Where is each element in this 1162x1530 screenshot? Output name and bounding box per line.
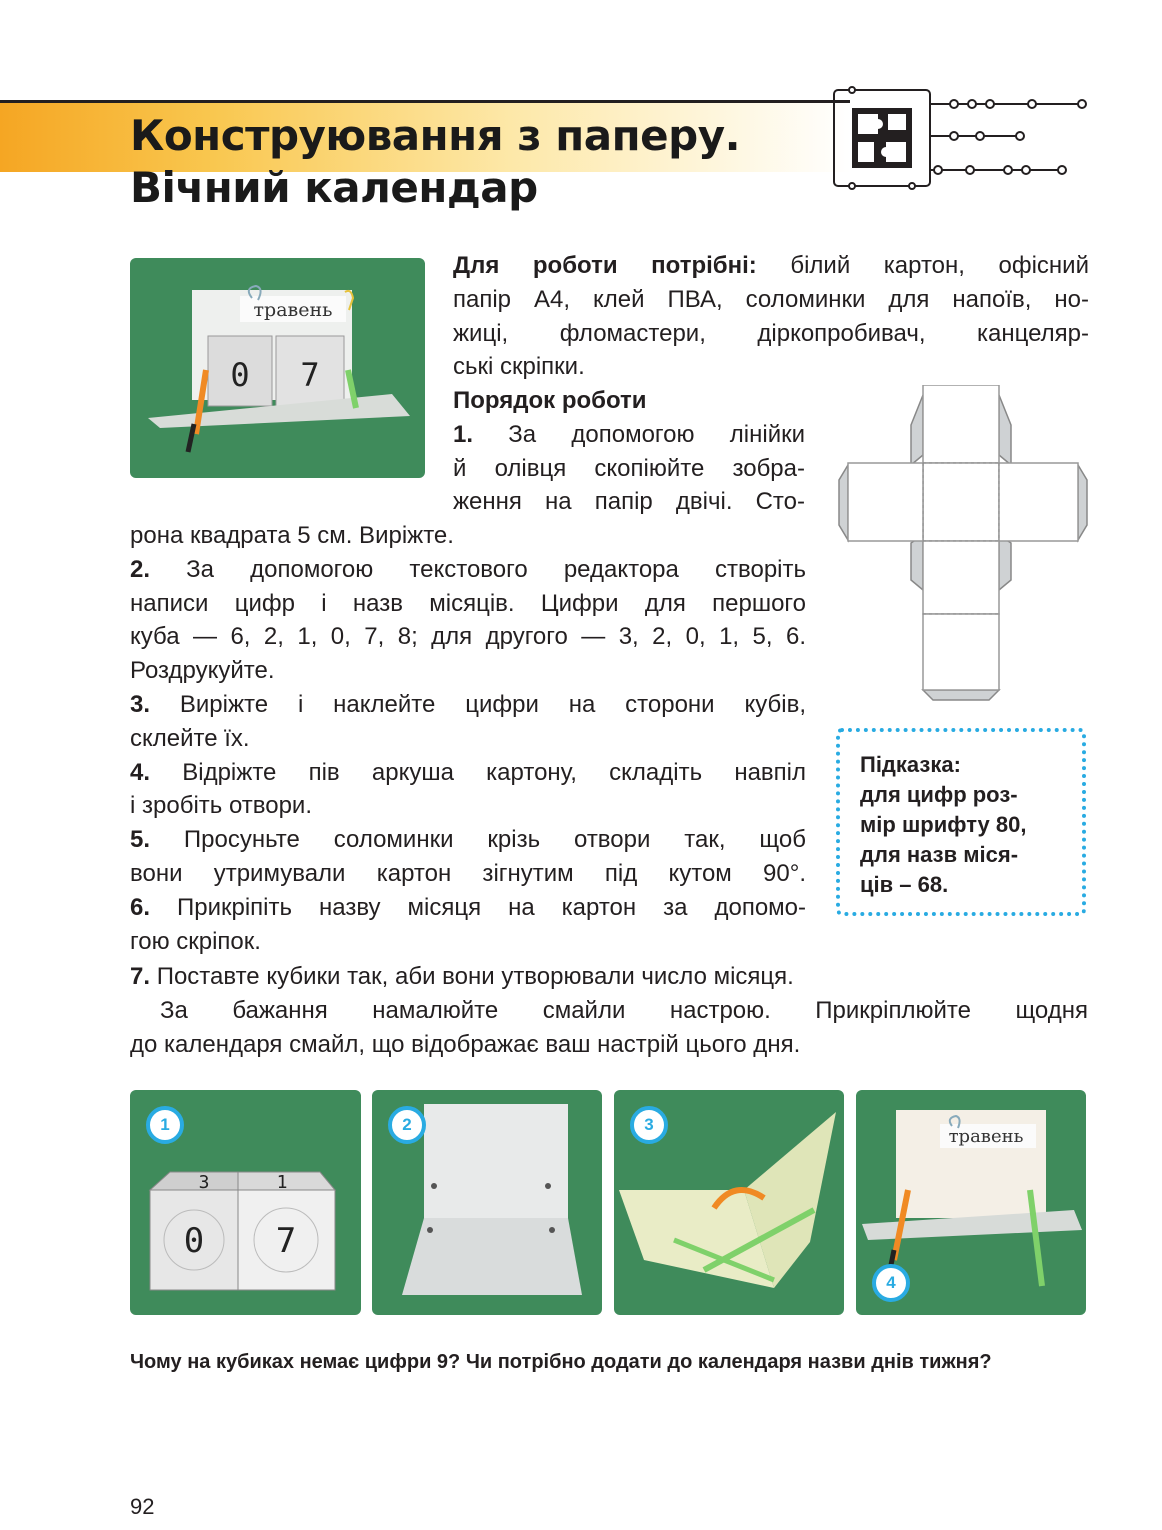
materials-label: Для роботи потрібні: bbox=[453, 252, 757, 279]
materials-line-2: папір А4, клей ПВА, соломинки для напоїв, но- bbox=[453, 285, 1089, 313]
hint-box bbox=[836, 728, 1086, 916]
procedure-block-top bbox=[453, 384, 805, 519]
step-1-line-1: За допомогою лінійки bbox=[508, 420, 805, 448]
step-7-line-1: Поставте кубики так, аби вони утворювали число місяця. bbox=[156, 963, 794, 990]
step-5-line-2: вони утримували картон зігнутим під кутом 90°. bbox=[130, 859, 806, 887]
step-6-number: 6. bbox=[130, 893, 151, 921]
step-photo-2 bbox=[372, 1090, 602, 1315]
step-5-line-1: Просуньте соломинки крізь отвори так, щоб bbox=[183, 826, 806, 854]
main-photo-digit-1: 0 bbox=[230, 356, 250, 394]
main-photo-month: травень bbox=[253, 299, 333, 321]
procedure-block-main bbox=[130, 519, 806, 958]
title-line-2: Вічний календар bbox=[130, 163, 538, 212]
step-3-line-1: Виріжте і наклейте цифри на сторони кубів, bbox=[179, 690, 806, 718]
puzzle-circuit-icon bbox=[830, 86, 1092, 194]
step-4-number: 4. bbox=[130, 758, 151, 786]
step-badge-1: 1 bbox=[146, 1106, 184, 1144]
step-1-line-4: рона квадрата 5 см. Виріжте. bbox=[130, 522, 454, 549]
extra-line-1: За бажання намалюйте смайли настрою. Прикріплюйте щодня bbox=[160, 996, 1088, 1024]
step-2-line-2: написи цифр і назв місяців. Цифри для першого bbox=[130, 589, 806, 617]
cube-net-diagram bbox=[836, 385, 1090, 705]
step-photo-1 bbox=[130, 1090, 361, 1315]
step-7-number: 7. bbox=[130, 963, 151, 990]
step-badge-3: 3 bbox=[630, 1106, 668, 1144]
main-photo-digit-2: 7 bbox=[300, 356, 320, 394]
step1-front-digit-1: 0 bbox=[183, 1221, 205, 1261]
step-4-line-1: Відріжте пів аркуша картону, складіть навпіл bbox=[182, 758, 806, 786]
title-line-1: Конструювання з паперу. bbox=[130, 111, 741, 160]
materials-line-3: жиці, фломастери, діркопробивач, канцеляр- bbox=[453, 319, 1089, 347]
step-badge-2: 2 bbox=[388, 1106, 426, 1144]
step-6-line-1: Прикріпіть назву місяця на картон за допомо- bbox=[177, 893, 807, 921]
step-6-line-2: гою скріпок. bbox=[130, 927, 261, 955]
procedure-heading: Порядок роботи bbox=[453, 387, 647, 414]
materials-paragraph bbox=[453, 249, 1089, 384]
hint-line-4: ців – 68. bbox=[860, 872, 949, 897]
step-photo-3 bbox=[614, 1090, 844, 1315]
step-2-line-1: За допомогою текстового редактора створіть bbox=[186, 555, 807, 583]
extra-line-2: до календаря смайл, що відображає ваш настрій цього дня. bbox=[130, 1030, 801, 1058]
calendar-main-photo bbox=[130, 258, 425, 478]
review-question: Чому на кубиках немає цифри 9? Чи потрібно додати до календаря назви днів тижня? bbox=[130, 1351, 992, 1373]
page-title bbox=[130, 110, 740, 214]
step-1-line-3: ження на папір двічі. Сто- bbox=[453, 488, 805, 516]
hint-label: Підказка: bbox=[860, 752, 961, 777]
materials-line-4: ські скріпки. bbox=[453, 353, 585, 381]
step-4-line-2: і зробіть отвори. bbox=[130, 792, 313, 820]
step1-front-digit-2: 7 bbox=[275, 1221, 297, 1261]
step-2-line-4: Роздрукуйте. bbox=[130, 657, 275, 685]
hint-line-2: мір шрифту 80, bbox=[860, 812, 1027, 837]
step-photo-4 bbox=[856, 1090, 1086, 1315]
step-badge-4: 4 bbox=[872, 1264, 910, 1302]
hint-line-1: для цифр роз- bbox=[860, 782, 1018, 807]
step-2-number: 2. bbox=[130, 555, 151, 583]
step-5-number: 5. bbox=[130, 826, 151, 854]
hint-line-3: для назв міся- bbox=[860, 842, 1019, 867]
procedure-block-bottom bbox=[130, 960, 1088, 1061]
page-number: 92 bbox=[130, 1494, 155, 1519]
step-1-number: 1. bbox=[453, 420, 474, 448]
step-3-number: 3. bbox=[130, 690, 151, 718]
step4-month: травень bbox=[948, 1126, 1024, 1147]
step-2-line-3: куба — 6, 2, 1, 0, 7, 8; для другого — 3, 2, 0, 1, 5, 6. bbox=[130, 623, 806, 651]
step1-top-digit-2: 1 bbox=[276, 1172, 288, 1193]
materials-line-1: білий картон, офісний bbox=[790, 252, 1089, 279]
step1-top-digit-1: 3 bbox=[198, 1172, 210, 1193]
step-1-line-2: й олівця скопіюйте зобра- bbox=[453, 454, 805, 482]
header-rule bbox=[0, 100, 850, 103]
step-3-line-2: склейте їх. bbox=[130, 724, 250, 752]
